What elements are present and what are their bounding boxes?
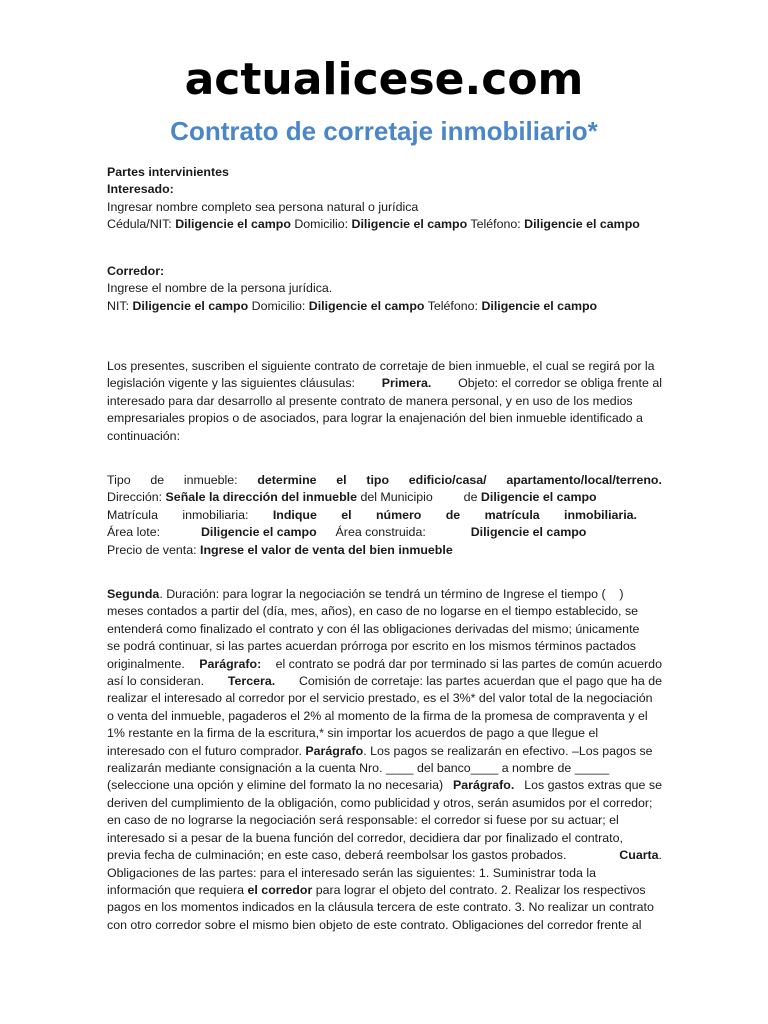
- area-construida-label: Área construida:: [335, 525, 426, 540]
- property-section: [107, 472, 662, 559]
- clause-line: Segunda. Duración: para lograr la negociación se tendrá un término de Ingrese el tiempo ( ): [107, 587, 624, 601]
- matricula-field-word[interactable]: inmobiliaria.: [564, 507, 637, 522]
- clause-segunda: Segunda: [107, 587, 160, 601]
- clause-line: (seleccione una opción y elimine del formato la no necesaria) Parágrafo. Los gastos extras que se: [107, 777, 662, 794]
- clause-line: o venta del inmueble, pagaderos el 2% al momento de la firma de la promesa de compraventa y el: [107, 708, 648, 723]
- interesado-label: Interesado:: [107, 182, 174, 197]
- clause-line: información que requiera el corredor para lograr el objeto del contrato. 2. Realizar los respectivos: [107, 882, 646, 897]
- intro-line: [107, 393, 662, 410]
- document-title: Contrato de corretaje inmobiliario*: [170, 116, 598, 146]
- interesado-details: [107, 216, 662, 233]
- tipo-label-word: inmueble:: [183, 473, 238, 487]
- interesado-domicilio-label: Domicilio:: [294, 217, 349, 232]
- interesado-domicilio-field[interactable]: Diligencie el campo: [351, 217, 468, 232]
- tipo-label-word: Tipo: [107, 473, 131, 487]
- clause-line: deriven del cumplimiento de la obligación, como publicidad y otros, serán asumidos por el corredor;: [107, 795, 653, 810]
- intro-paragraph: [107, 358, 662, 445]
- interesado-instruction: Ingresar nombre completo sea persona natural o jurídica: [107, 199, 419, 214]
- area-lote-field[interactable]: Diligencie el campo: [200, 525, 317, 540]
- clause-line: pagos en los momentos indicados en la cláusula tercera de este contrato. 3. No realizar un contrato: [107, 900, 654, 915]
- matricula-field-word[interactable]: de: [445, 507, 461, 522]
- intro-line: [107, 375, 662, 392]
- matricula-field-word[interactable]: número: [375, 507, 422, 522]
- interesado-telefono-label: Teléfono:: [470, 217, 521, 232]
- municipio-de-label: de: [463, 490, 478, 505]
- precio-field[interactable]: Ingrese el valor de venta del bien inmueble: [200, 542, 453, 557]
- municipio-field[interactable]: Diligencie el campo: [480, 490, 597, 505]
- clause-line: realizarán mediante consignación a la cuenta Nro. ____ del banco____ a nombre de _____: [107, 761, 610, 776]
- intro-line: [107, 428, 662, 445]
- clause-tercera: Tercera.: [227, 674, 276, 689]
- tipo-field-word[interactable]: determine: [257, 473, 317, 487]
- clause-primera: Primera.: [381, 376, 432, 391]
- clause-line: 1% restante en la firma de la escritura,* sin importar los acuerdos de pago a que llegue el: [107, 726, 599, 741]
- clause-line: previa fecha de culminación; en este caso, deberá reembolsar los gastos probados. Cuarta.: [107, 848, 662, 863]
- corredor-telefono-field[interactable]: Diligencie el campo: [481, 298, 598, 313]
- parties-heading: Partes intervinientes: [107, 165, 229, 179]
- corredor-domicilio-label: Domicilio:: [251, 298, 306, 313]
- matricula-row: [107, 507, 637, 524]
- area-lote-label: Área lote:: [107, 525, 161, 540]
- area-row: [107, 524, 662, 541]
- site-logo: actualicese.com: [184, 54, 584, 105]
- tipo-field-word[interactable]: tipo: [366, 473, 390, 487]
- parties-section: [107, 164, 662, 234]
- corredor-domicilio-field[interactable]: Diligencie el campo: [308, 298, 425, 313]
- matricula-label-word: inmobiliaria:: [182, 507, 249, 522]
- intro-text: empresariales propios o de asociados, para lograr la enajenación del bien inmueble identificado a: [107, 411, 643, 426]
- matricula-label-word: Matrícula: [107, 507, 158, 522]
- paragrafo-label: Parágrafo.: [453, 778, 515, 793]
- corredor-label: Corredor:: [107, 264, 165, 278]
- direccion-row: [107, 489, 662, 506]
- matricula-field-word[interactable]: matrícula: [484, 507, 540, 522]
- corredor-instruction: Ingrese el nombre de la persona jurídica.: [107, 281, 333, 296]
- paragrafo-label: Parágrafo:: [199, 656, 262, 671]
- matricula-field-word[interactable]: el: [341, 507, 352, 522]
- clause-line: con otro corredor sobre el mismo bien objeto de este contrato. Obligaciones del corredor frente al: [107, 917, 642, 932]
- precio-label: Precio de venta:: [107, 542, 197, 557]
- intro-text: Objeto: el corredor se obliga frente al: [458, 376, 662, 391]
- corredor-telefono-label: Teléfono:: [427, 298, 478, 313]
- corredor-id-label: NIT:: [107, 298, 130, 313]
- clause-line: se podrá continuar, si las partes acuerdan prórroga por escrito en los mismos términos pactados: [107, 639, 636, 654]
- direccion-label: Dirección:: [107, 490, 163, 505]
- intro-line: [107, 358, 662, 375]
- tipo-inmueble-row: [107, 472, 662, 489]
- tipo-field-word[interactable]: apartamento/local/terreno.: [506, 473, 662, 487]
- matricula-field-word[interactable]: Indique: [272, 507, 317, 522]
- interesado-id-field[interactable]: Diligencie el campo: [175, 217, 291, 232]
- corredor-id-field[interactable]: Diligencie el campo: [132, 298, 249, 313]
- clause-line: originalmente. Parágrafo: el contrato se podrá dar por terminado si las partes de común acuerdo: [107, 656, 662, 673]
- intro-text: legislación vigente y las siguientes cláusulas:: [107, 376, 355, 391]
- corredor-bold: el corredor: [247, 882, 313, 897]
- direccion-field[interactable]: Señale la dirección del inmueble: [165, 490, 357, 505]
- tipo-field-word[interactable]: edificio/casa/: [408, 473, 487, 487]
- intro-line: [107, 410, 662, 427]
- clause-line: entenderá como finalizado el contrato y con él las obligaciones derivadas del mismo; únicamente: [107, 621, 640, 636]
- clause-line: interesado con el futuro comprador. Parágrafo. Los pagos se realizarán en efectivo. –Los pagos se: [107, 743, 653, 758]
- clause-line: en caso de no lograrse la negociación será responsable: el corredor si fuese por su actuar; el: [107, 813, 619, 828]
- clause-line: Obligaciones de las partes: para el interesado serán las siguientes: 1. Suministrar toda la: [107, 865, 597, 880]
- paragrafo-label: Parágrafo: [305, 743, 364, 758]
- corredor-details: [107, 298, 662, 315]
- area-construida-field[interactable]: Diligencie el campo: [470, 525, 587, 540]
- interesado-id-label: Cédula/NIT:: [107, 217, 172, 232]
- clause-line: realizar el interesado al corredor por el servicio prestado, es el 3%* del valor total de la negociación: [107, 691, 653, 706]
- clauses-section: [107, 586, 662, 934]
- municipio-label: del Municipio: [360, 490, 433, 505]
- tipo-label-word: de: [150, 473, 165, 487]
- intro-text: continuación:: [107, 428, 181, 443]
- clause-line: interesado si a pesar de la buena función del corredor, decidiera dar por finalizado el contrato,: [107, 830, 623, 845]
- corredor-section: [107, 263, 662, 315]
- intro-text: Los presentes, suscriben el siguiente contrato de corretaje de bien inmueble, el cual se regirá por la: [107, 359, 655, 373]
- clause-cuarta: Cuarta: [619, 848, 659, 863]
- precio-row: [107, 542, 662, 559]
- clause-line: meses contados a partir del (día, mes, años), en caso de no logarse en el tiempo establecido, se: [107, 604, 639, 619]
- clause-line: así lo consideran. Tercera. Comisión de corretaje: las partes acuerdan que el pago que ha de: [107, 673, 662, 690]
- interesado-telefono-field[interactable]: Diligencie el campo: [524, 217, 640, 232]
- intro-text: interesado para dar desarrollo al presente contrato de manera personal, y en uso de los medios: [107, 393, 633, 408]
- tipo-field-word[interactable]: el: [336, 473, 347, 487]
